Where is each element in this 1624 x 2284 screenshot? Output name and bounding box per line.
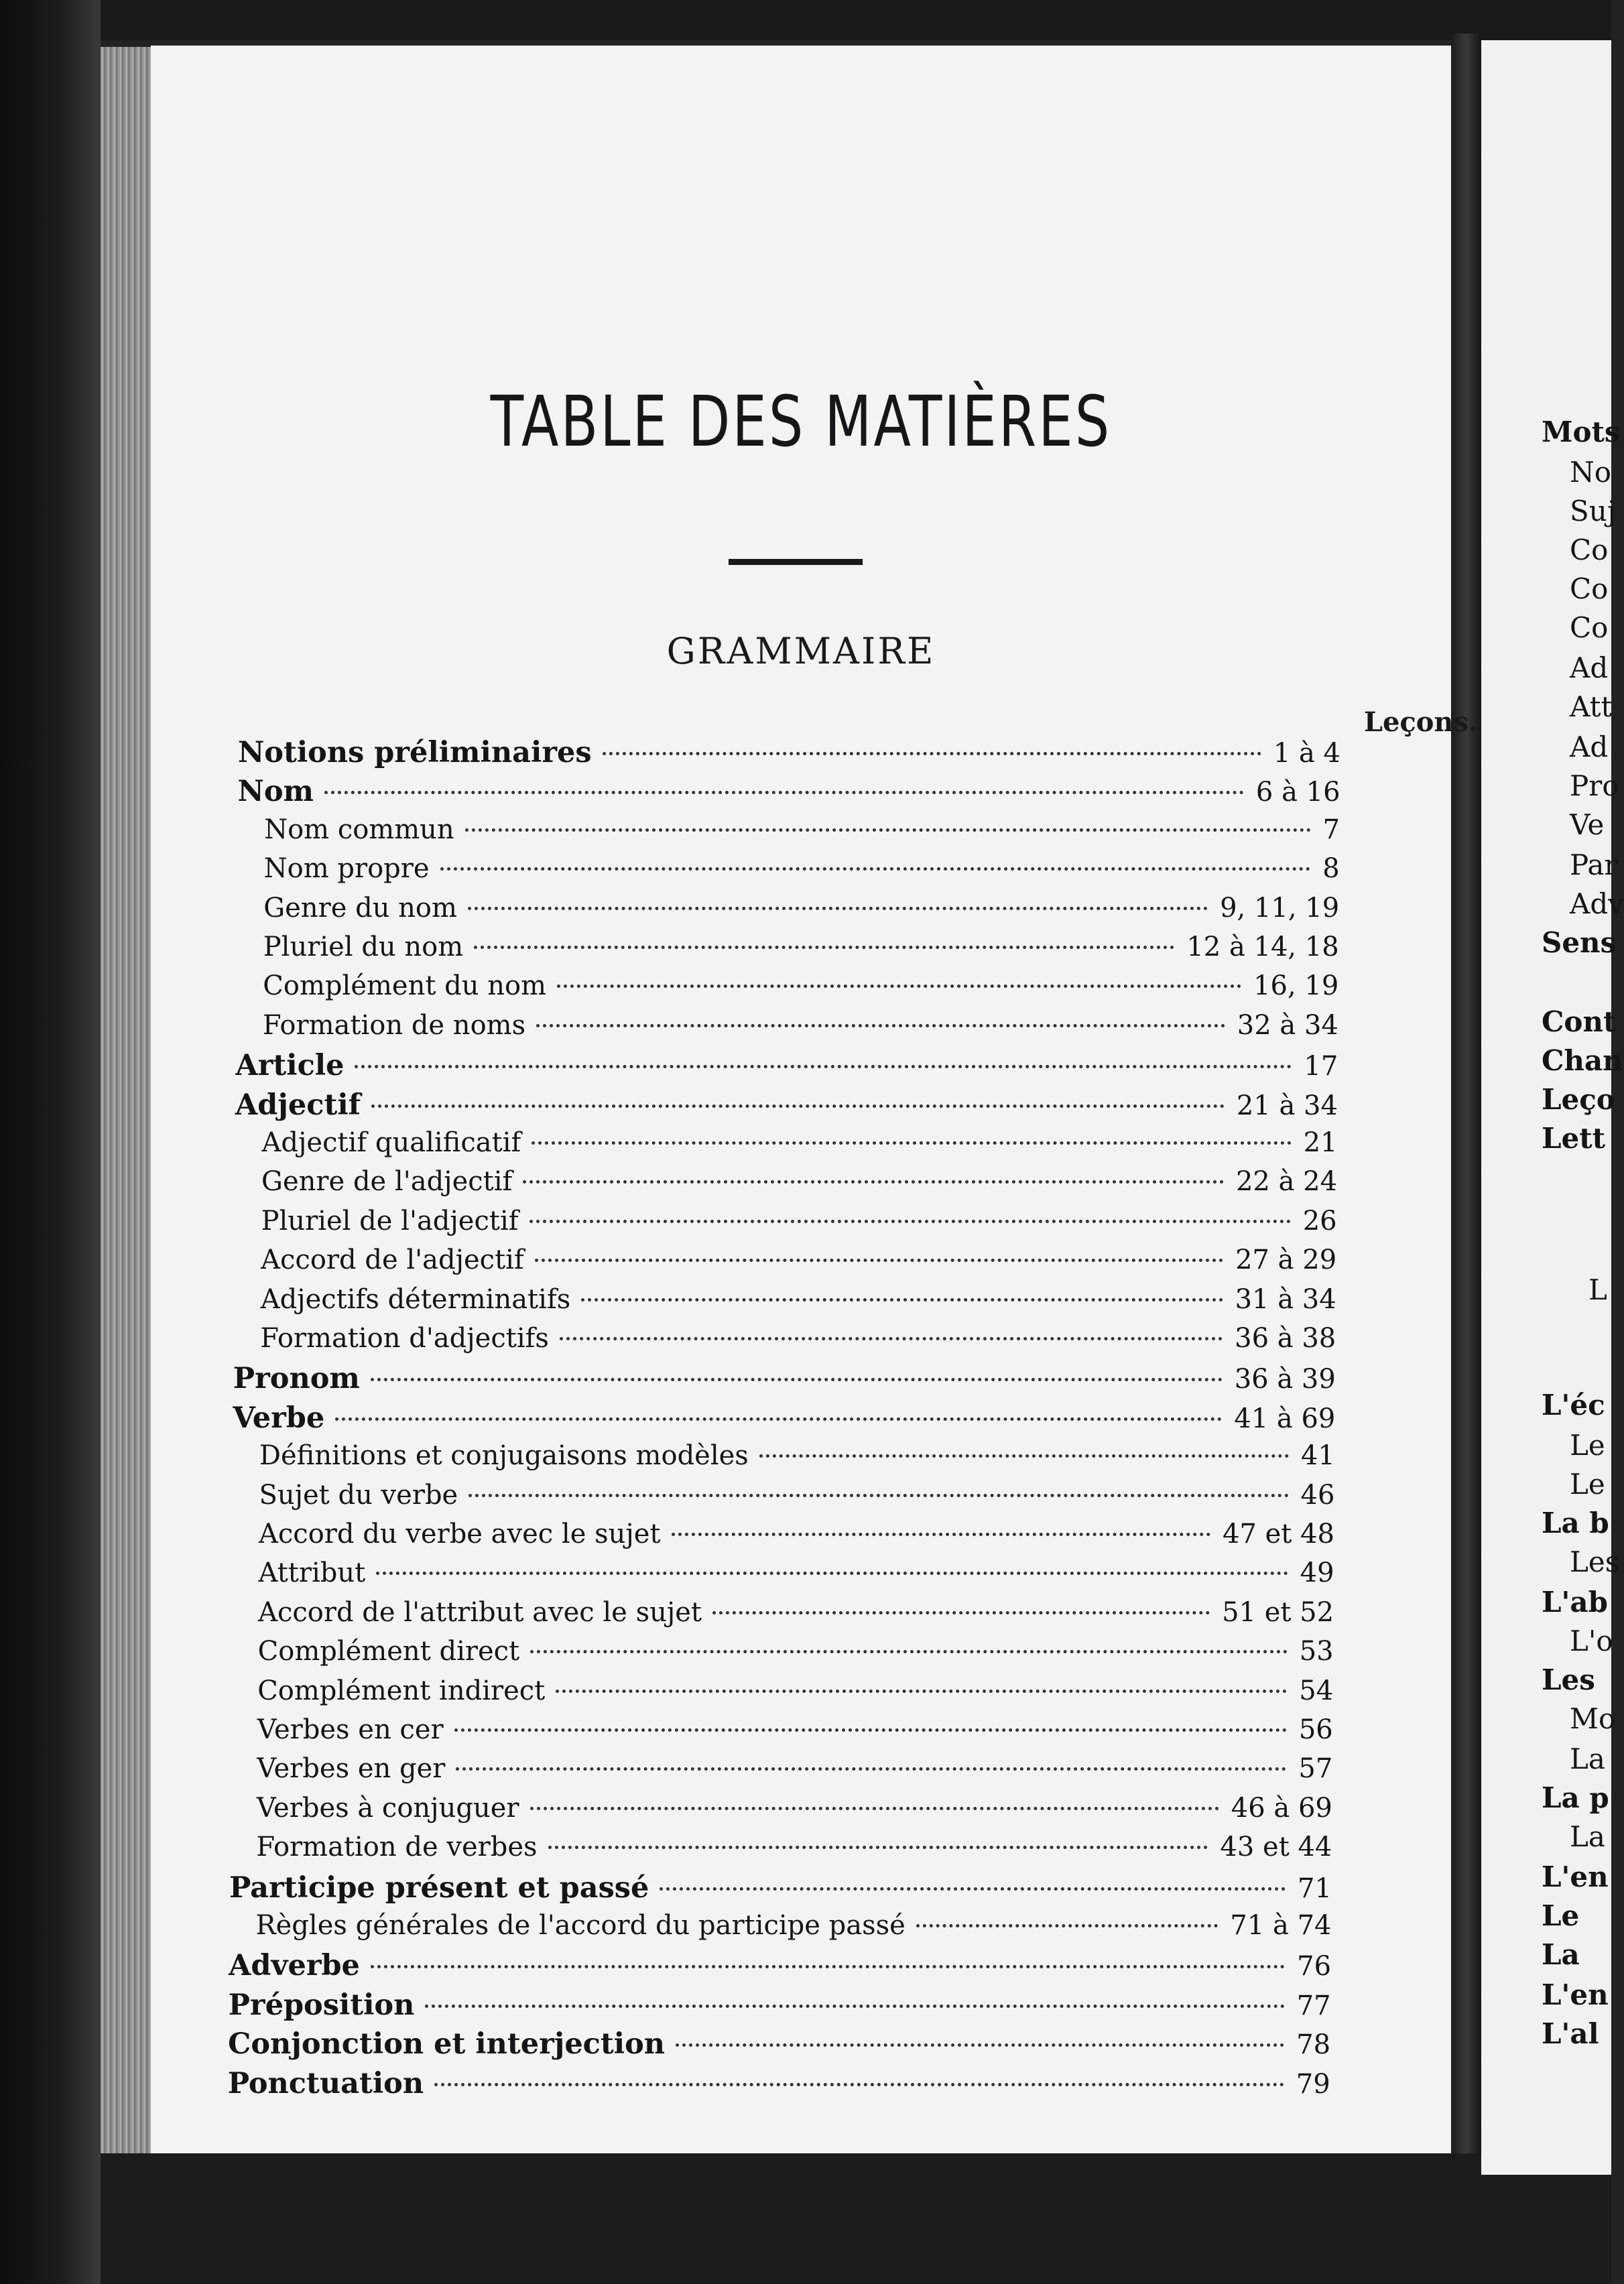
dot-leader [474,946,1174,949]
toc-entry [261,1245,1336,1283]
toc-entry-label: Genre de l'adjectif [261,1166,513,1198]
toc-entry-label: Verbe [233,1401,325,1435]
toc-entry [263,1010,1338,1049]
dot-leader [465,828,1311,832]
toc-entry-label: Verbes à conjuguer [256,1792,519,1824]
dot-leader [557,985,1241,988]
column-header: Leçons. [1363,706,1478,738]
right-page-text: Le [1570,1468,1605,1501]
toc-entry [229,1988,1331,2027]
dot-leader [440,867,1311,871]
toc-entry [257,1753,1332,1792]
toc-entry-label: Préposition [228,1988,415,2022]
dot-leader [916,1924,1219,1927]
dot-leader [523,1180,1224,1184]
toc-entry-label: Ponctuation [227,2066,424,2100]
toc-entry-label: Participe présent et passé [229,1870,649,1905]
toc-entry-label: Article [235,1049,345,1083]
right-page-text: La p [1542,1781,1609,1814]
toc-entry-pages: 36 à 39 [1234,1364,1336,1395]
toc-entry-label: Attribut [258,1558,366,1589]
dot-leader [425,2005,1284,2008]
toc-entry-label: Règles générales de l'accord du participe passé [255,1910,905,1941]
section-heading: GRAMMAIRE [666,630,936,672]
toc-entry-label: Accord de l'attribut avec le sujet [258,1596,702,1628]
toc-entry-label: Complément direct [257,1636,520,1667]
toc-entry-label: Sujet du verbe [259,1479,458,1511]
dot-leader [672,1533,1210,1536]
right-page-text: Sens [1542,926,1617,959]
toc-entry-pages: 77 [1296,1990,1331,2021]
toc-entry-label: Formation de verbes [256,1832,538,1863]
toc-entry [259,1440,1335,1479]
toc-entry-pages: 31 à 34 [1235,1283,1336,1315]
scan-top-border [0,0,1611,40]
toc-entry [263,932,1339,970]
right-page-text: Lett [1542,1122,1606,1155]
right-page-text: La [1570,1742,1605,1775]
dot-leader [371,1965,1285,1968]
right-page-text: La b [1542,1507,1609,1539]
toc-entry-pages: 56 [1298,1714,1333,1745]
toc-entry [264,853,1340,892]
toc-entry [233,1362,1336,1401]
toc-entry-pages: 46 [1300,1479,1335,1511]
toc-entry [257,1714,1333,1753]
toc-entry [262,1127,1338,1166]
toc-entry-pages: 12 à 14, 18 [1186,932,1339,962]
page-title: TABLE DES MATIÈRES [490,381,1112,462]
page-stack-edge [101,47,154,2158]
dot-leader [434,2083,1284,2086]
right-page-text: Pro [1570,769,1619,802]
right-page-text: Co [1570,611,1609,644]
right-page-text: Le [1570,1429,1605,1462]
toc-entry-label: Nom propre [263,853,430,885]
toc-entry [261,1206,1337,1245]
book-gutter [1451,34,1481,2185]
toc-entry [258,1636,1334,1675]
toc-entry-pages: 21 à 34 [1236,1090,1338,1121]
toc-entry-pages: 78 [1296,2029,1331,2061]
toc-entry [261,1284,1336,1323]
right-page-text: La [1570,1820,1605,1853]
toc-entry-pages: 27 à 29 [1235,1245,1337,1276]
toc-entry-label: Formation de noms [262,1009,526,1041]
right-page-fragment [1481,40,1624,2175]
toc-entry-pages: 32 à 34 [1237,1009,1338,1041]
toc-entry-label: Formation d'adjectifs [260,1323,549,1354]
toc-entry [259,1480,1334,1519]
toc-entry-pages: 51 et 52 [1222,1596,1334,1628]
toc-entry [261,1166,1337,1205]
dot-leader [335,1417,1222,1421]
dot-leader [469,1494,1288,1497]
right-page-text: Ve [1570,808,1605,841]
toc-entry-pages: 41 à 69 [1234,1403,1336,1434]
dot-leader [603,752,1261,755]
dot-leader [712,1611,1210,1614]
toc-entry-pages: 8 [1322,853,1340,885]
toc-entry [229,1949,1331,1988]
toc-entry-label: Genre du nom [263,892,457,924]
right-page-text: La [1542,1938,1580,1971]
toc-entry-label: Complément indirect [257,1675,546,1706]
dot-leader [548,1846,1208,1849]
toc-entry-label: Complément du nom [263,970,546,1002]
right-page-text: Cont [1542,1005,1617,1038]
toc-entry-pages: 22 à 24 [1235,1166,1338,1198]
toc-entry-pages: 57 [1298,1753,1333,1785]
toc-entry [257,1675,1333,1714]
right-page-text: No [1570,456,1612,489]
toc-entry-pages: 21 [1303,1127,1338,1158]
toc-entry-pages: 17 [1304,1051,1338,1082]
dot-leader [530,1650,1288,1653]
toc-entry-pages: 49 [1300,1558,1334,1589]
toc-entry-label: Pluriel du nom [263,932,464,962]
toc-entry [263,970,1338,1009]
right-page-text: L'en [1542,1860,1609,1893]
dot-leader [556,1690,1287,1693]
right-page-text: Le [1542,1899,1580,1932]
toc-entry-label: Pluriel de l'adjectif [261,1205,519,1236]
dot-leader [660,1887,1286,1891]
dot-leader [530,1807,1219,1810]
toc-entry [233,1401,1335,1440]
right-page-text: Les [1542,1663,1595,1696]
dot-leader [454,1728,1287,1732]
toc-entry-pages: 43 et 44 [1220,1832,1332,1863]
right-page-text: Mo [1570,1702,1616,1735]
right-page-text: Adv [1570,887,1624,920]
right-page-text: Les [1570,1545,1620,1578]
toc-entry-label: Adverbe [229,1949,360,1983]
right-page-text: Chan [1542,1044,1623,1077]
dot-leader [560,1337,1223,1340]
right-page-text: Leço [1542,1083,1615,1116]
toc-entry-label: Notions préliminaires [238,736,592,769]
toc-entry-pages: 16, 19 [1253,970,1339,1002]
right-page-text: Ad [1570,731,1609,763]
toc-entry-pages: 79 [1296,2068,1330,2100]
dot-leader [376,1572,1288,1575]
toc-entry-pages: 36 à 38 [1235,1323,1336,1354]
toc-entry-label: Adjectif qualificatif [261,1127,521,1158]
toc-entry-pages: 71 [1298,1873,1332,1904]
dot-leader [676,2043,1284,2047]
toc-list [151,46,1451,2153]
toc-entry [264,814,1340,853]
toc-entry-label: Nom commun [264,814,454,845]
dot-leader [536,1024,1225,1027]
toc-entry-pages: 71 à 74 [1230,1910,1332,1941]
dot-leader [355,1065,1292,1068]
toc-entry [235,1049,1338,1088]
toc-entry [259,1519,1334,1558]
toc-entry [235,1088,1338,1127]
right-page-text: L'ab [1542,1586,1608,1619]
toc-entry-label: Verbes en cer [257,1714,444,1745]
toc-entry-pages: 46 à 69 [1231,1792,1332,1824]
scan-bottom-border [101,2153,1611,2284]
toc-entry [263,893,1339,932]
dot-leader [532,1141,1291,1145]
toc-entry-pages: 54 [1299,1675,1334,1706]
toc-entry [257,1793,1332,1832]
toc-entry-label: Adjectifs déterminatifs [260,1283,571,1315]
toc-entry-label: Définitions et conjugaisons modèles [259,1440,749,1472]
dot-leader [529,1220,1291,1223]
toc-entry-label: Accord du verbe avec le sujet [259,1519,661,1549]
toc-entry-pages: 7 [1322,814,1340,845]
right-page-text: Mots [1542,416,1621,448]
toc-entry [238,775,1340,814]
left-page [151,46,1478,2153]
toc-entry [229,1871,1332,1910]
toc-entry-pages: 6 à 16 [1255,777,1340,808]
toc-entry-label: Accord de l'adjectif [261,1245,524,1276]
toc-entry-pages: 76 [1297,1951,1332,1982]
toc-entry-label: Verbes en ger [257,1753,446,1785]
toc-entry [258,1597,1334,1636]
dot-leader [759,1454,1289,1458]
right-page-text: Ad [1570,651,1609,684]
dot-leader [456,1767,1286,1771]
toc-entry [228,2067,1330,2106]
toc-entry-pages: 26 [1302,1205,1337,1236]
dot-leader [324,791,1244,794]
toc-entry-label: Adjectif [235,1088,361,1122]
toc-entry-pages: 1 à 4 [1273,738,1340,769]
toc-entry-label: Pronom [233,1362,360,1396]
toc-entry [260,1323,1336,1362]
right-page-text: Par [1570,848,1618,881]
toc-entry [228,2027,1330,2066]
toc-entry-pages: 9, 11, 19 [1220,892,1340,924]
toc-entry-pages: 47 et 48 [1223,1519,1334,1549]
dot-leader [371,1104,1225,1108]
right-page-text: Att [1570,690,1613,723]
right-page-text: L [1588,1273,1607,1306]
dot-leader [371,1378,1223,1381]
scan-left-border [0,0,101,2284]
right-page-text: L'al [1542,2017,1599,2050]
right-page-text: L'éc [1542,1389,1605,1421]
toc-entry [238,736,1340,775]
right-page-text: L'o [1570,1625,1613,1657]
dot-leader [468,907,1208,910]
toc-entry [256,1910,1332,1949]
toc-entry-pages: 53 [1299,1636,1334,1667]
right-page-text: Co [1570,572,1609,605]
right-page-text: Suj [1570,495,1616,527]
dot-leader [535,1259,1223,1262]
toc-entry [259,1558,1334,1596]
dot-leader [581,1298,1223,1302]
right-page-text: Co [1570,533,1609,566]
toc-entry-label: Nom [237,775,314,809]
toc-entry [256,1832,1332,1870]
right-page-text: L'en [1542,1978,1609,2011]
toc-entry-label: Conjonction et interjection [228,2027,666,2061]
toc-entry-pages: 41 [1300,1440,1335,1472]
